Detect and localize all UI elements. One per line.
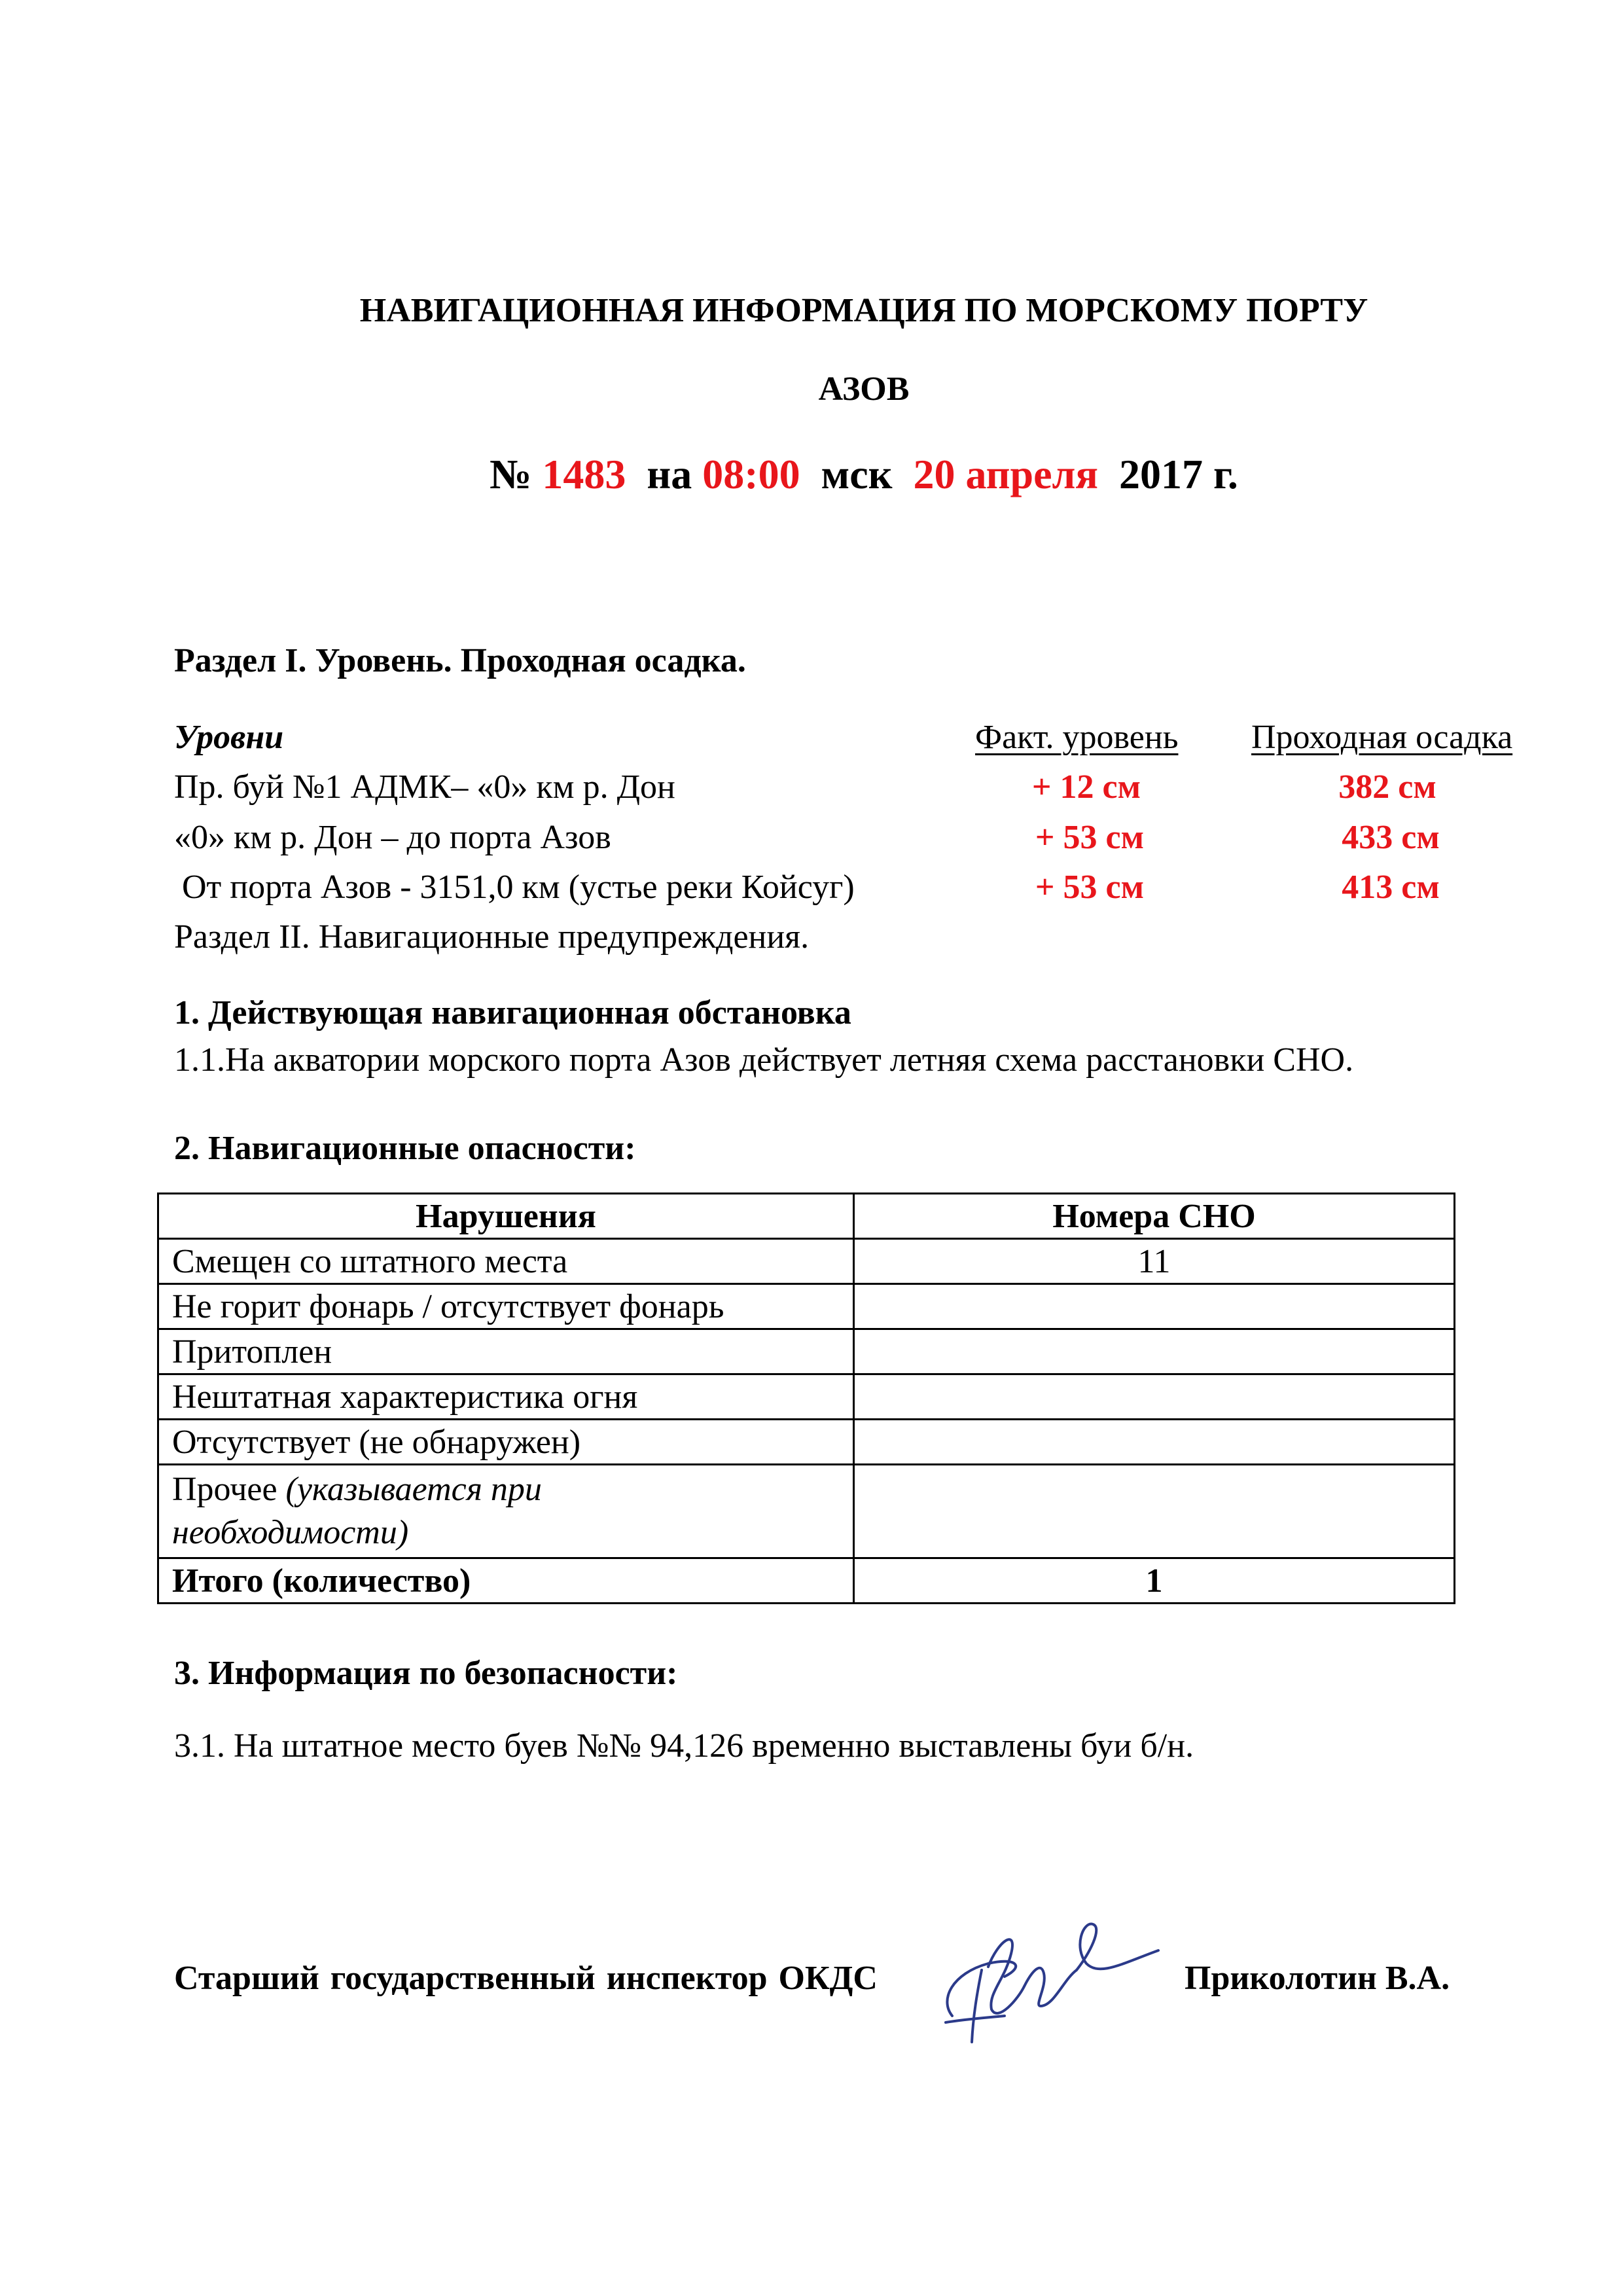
timezone: мск: [821, 451, 893, 497]
total-value: 1: [854, 1558, 1455, 1604]
signature-image: [926, 1901, 1168, 2052]
buoy-numbers: [854, 1465, 1455, 1558]
other-note-line2: необходимости): [172, 1514, 409, 1551]
buoy-numbers: [854, 1329, 1455, 1374]
violation-label: Притоплен: [158, 1329, 854, 1374]
violation-label: Смещен со штатного места: [158, 1239, 854, 1284]
level-row-name: Пр. буй №1 АДМК– «0» км р. Дон: [174, 768, 675, 806]
safety-text: 3.1. На штатное место буев №№ 94,126 временно выставлены буи б/н.: [174, 1727, 1194, 1765]
current-situation-text: 1.1.На акватории морского порта Азов действует летняя схема расстановки СНО.: [174, 1041, 1354, 1079]
other-note-line1: (указывается при: [285, 1471, 542, 1508]
at-label: на: [647, 451, 692, 497]
table-total-row: [158, 1558, 1455, 1604]
port-name: АЗОВ: [818, 370, 910, 408]
table-row: [158, 1465, 1455, 1558]
dangers-table: [157, 1193, 1455, 1604]
section2-heading: Раздел II. Навигационные предупреждения.: [174, 918, 810, 956]
violation-label: Отсутствует (не обнаружен): [158, 1420, 854, 1465]
buoy-numbers: 11: [854, 1239, 1455, 1284]
document-date: 20 апреля: [913, 451, 1099, 497]
levels-header: Уровни: [174, 719, 284, 756]
table-row: [158, 1284, 1455, 1329]
inspector-position: Старший государственный инспектор ОКДС: [174, 1960, 878, 1997]
column-header-numbers: Номера СНО: [854, 1194, 1455, 1239]
buoy-numbers: [854, 1374, 1455, 1420]
table-row: [158, 1420, 1455, 1465]
document-number-line: [0, 450, 1623, 499]
safety-heading: 3. Информация по безопасности:: [174, 1655, 678, 1692]
violation-label: Нештатная характеристика огня: [158, 1374, 854, 1420]
buoy-numbers: [854, 1420, 1455, 1465]
table-row: [158, 1329, 1455, 1374]
violation-label: Не горит фонарь / отсутствует фонарь: [158, 1284, 854, 1329]
level-row-draft: 433 см: [1342, 819, 1440, 856]
current-situation-heading: 1. Действующая навигационная обстановка: [174, 994, 851, 1031]
document-year: 2017 г.: [1119, 451, 1238, 497]
inspector-name: Приколотин В.А.: [1185, 1960, 1450, 1997]
level-row-fact: + 12 см: [1031, 768, 1141, 806]
other-label: Прочее: [172, 1471, 286, 1508]
document-number: 1483: [542, 451, 626, 497]
violation-label-other: [158, 1465, 854, 1558]
level-row-name: От порта Азов - 3151,0 км (устье реки Койсуг): [182, 869, 855, 906]
level-row-fact: + 53 см: [1035, 869, 1145, 906]
table-row: [158, 1374, 1455, 1420]
level-row-fact: + 53 см: [1035, 819, 1145, 856]
table-header-row: [158, 1194, 1455, 1239]
column-header-violations: Нарушения: [158, 1194, 854, 1239]
level-row-draft: 413 см: [1342, 869, 1440, 906]
section1-heading: Раздел I. Уровень. Проходная осадка.: [174, 642, 746, 679]
dangers-heading: 2. Навигационные опасности:: [174, 1130, 636, 1167]
document-time: 08:00: [702, 451, 800, 497]
number-prefix: №: [490, 451, 532, 497]
document-title: НАВИГАЦИОННАЯ ИНФОРМАЦИЯ ПО МОРСКОМУ ПОРТУ: [359, 292, 1368, 329]
total-label: Итого (количество): [158, 1558, 854, 1604]
fact-level-header: Факт. уровень: [975, 719, 1179, 756]
table-row: [158, 1239, 1455, 1284]
draft-header: Проходная осадка: [1251, 719, 1513, 756]
level-row-name: «0» км р. Дон – до порта Азов: [174, 819, 611, 856]
level-row-draft: 382 см: [1338, 768, 1436, 806]
buoy-numbers: [854, 1284, 1455, 1329]
